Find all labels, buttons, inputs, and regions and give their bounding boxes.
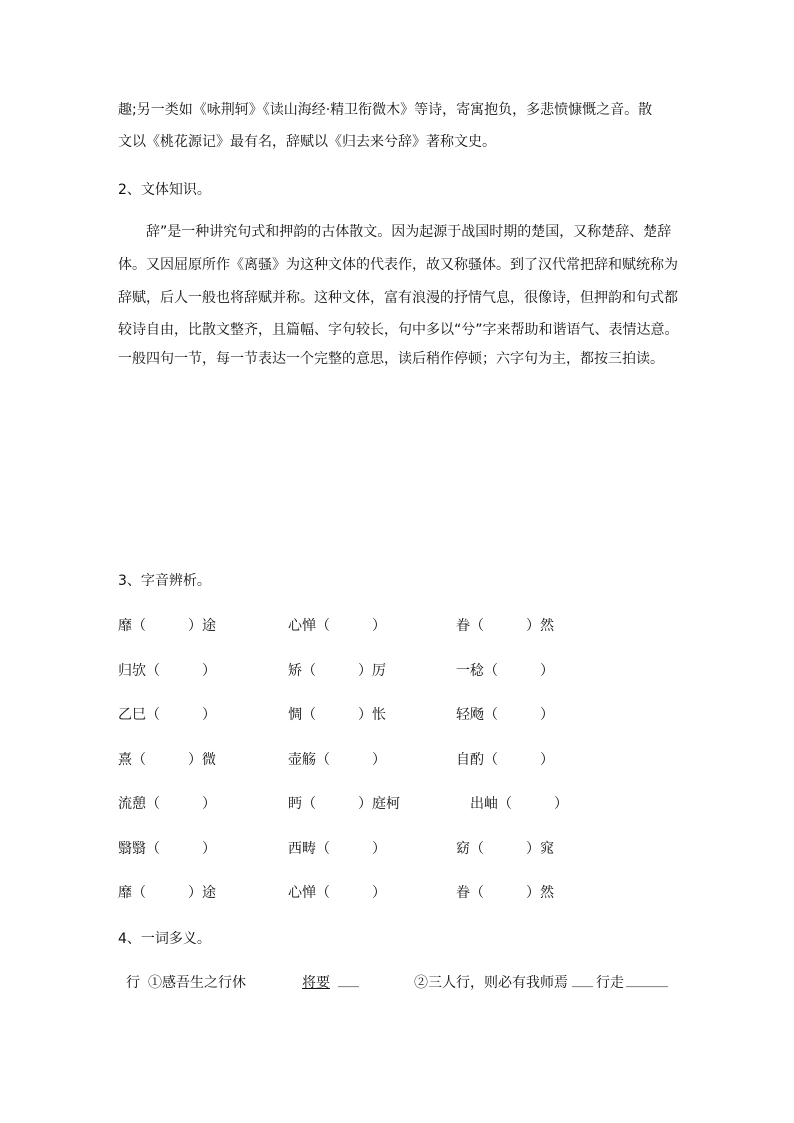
pronunciation-item: 轻飏（ ）: [456, 707, 554, 723]
section-2-heading: 2、文体知识。: [118, 182, 211, 198]
genre-line-1: 辞”是一种讲究句式和押韵的古体散文。因为起源于战国时期的楚国，又称楚辞、楚辞: [146, 224, 672, 240]
polysemy-blank-3: ______: [626, 972, 668, 988]
pronunciation-item: 翳翳（ ）: [118, 841, 216, 857]
pronunciation-item: 出岫（ ）: [470, 796, 568, 812]
pronunciation-item: 惆（ ）怅: [288, 707, 386, 723]
pronunciation-item: 乙巳（ ）: [118, 707, 216, 723]
pronunciation-item: 自酌（ ）: [456, 752, 554, 768]
section-3-heading: 3、字音辨析。: [118, 573, 211, 589]
pronunciation-item: 矫（ ）厉: [288, 663, 386, 679]
pronunciation-item: 流憩（ ）: [118, 796, 216, 812]
polysemy-sentence-1: ①感吾生之行休: [148, 975, 246, 991]
pronunciation-item: 靡（ ）途: [118, 618, 216, 634]
pronunciation-item: 壶觞（ ）: [288, 752, 386, 768]
pronunciation-item: 眄（ ）庭柯: [288, 796, 400, 812]
pronunciation-item: 心惮（ ）: [288, 618, 386, 634]
polysemy-blank-1: ___: [338, 972, 359, 988]
polysemy-blank-2: ___: [572, 972, 593, 988]
intro-line-1: 趣;另一类如《咏荆轲》《读山海经·精卫衔微木》等诗，寄寓抱负，多悲愤慷慨之音。散: [118, 102, 653, 118]
genre-line-3: 辞赋，后人一般也将辞赋并称。这种文体，富有浪漫的抒情气息，很像诗，但押韵和句式都: [118, 290, 678, 306]
polysemy-word: 行: [126, 975, 140, 991]
pronunciation-item: 一稔（ ）: [456, 663, 554, 679]
pronunciation-item: 眷（ ）然: [456, 618, 554, 634]
genre-line-4: 较诗自由，比散文整齐，且篇幅、字句较长，句中多以“兮”字来帮助和谐语气、表情达意。: [118, 322, 679, 338]
genre-line-5: 一般四句一节，每一节表达一个完整的意思，读后稍作停顿；六字句为主，都按三拍读。: [118, 351, 664, 367]
pronunciation-item: 熹（ ）微: [118, 752, 216, 768]
pronunciation-item: 靡（ ）途: [118, 885, 216, 901]
genre-line-2: 体。又因屈原所作《离骚》为这种文体的代表作，故又称骚体。到了汉代常把辞和赋统称为: [118, 257, 678, 273]
section-4-heading: 4、一词多义。: [118, 931, 211, 947]
intro-line-2: 文以《桃花源记》最有名，辞赋以《归去来兮辞》著称文史。: [118, 134, 496, 150]
pronunciation-item: 眷（ ）然: [456, 885, 554, 901]
polysemy-answer-1: 将要: [302, 975, 330, 991]
pronunciation-item: 归欤（ ）: [118, 663, 216, 679]
polysemy-answer-2: 行走: [596, 975, 624, 991]
pronunciation-item: 心惮（ ）: [288, 885, 386, 901]
pronunciation-item: 西畴（ ）: [288, 841, 386, 857]
pronunciation-item: 窈（ ）窕: [456, 841, 554, 857]
polysemy-sentence-2: ②三人行，则必有我师焉: [414, 975, 568, 991]
